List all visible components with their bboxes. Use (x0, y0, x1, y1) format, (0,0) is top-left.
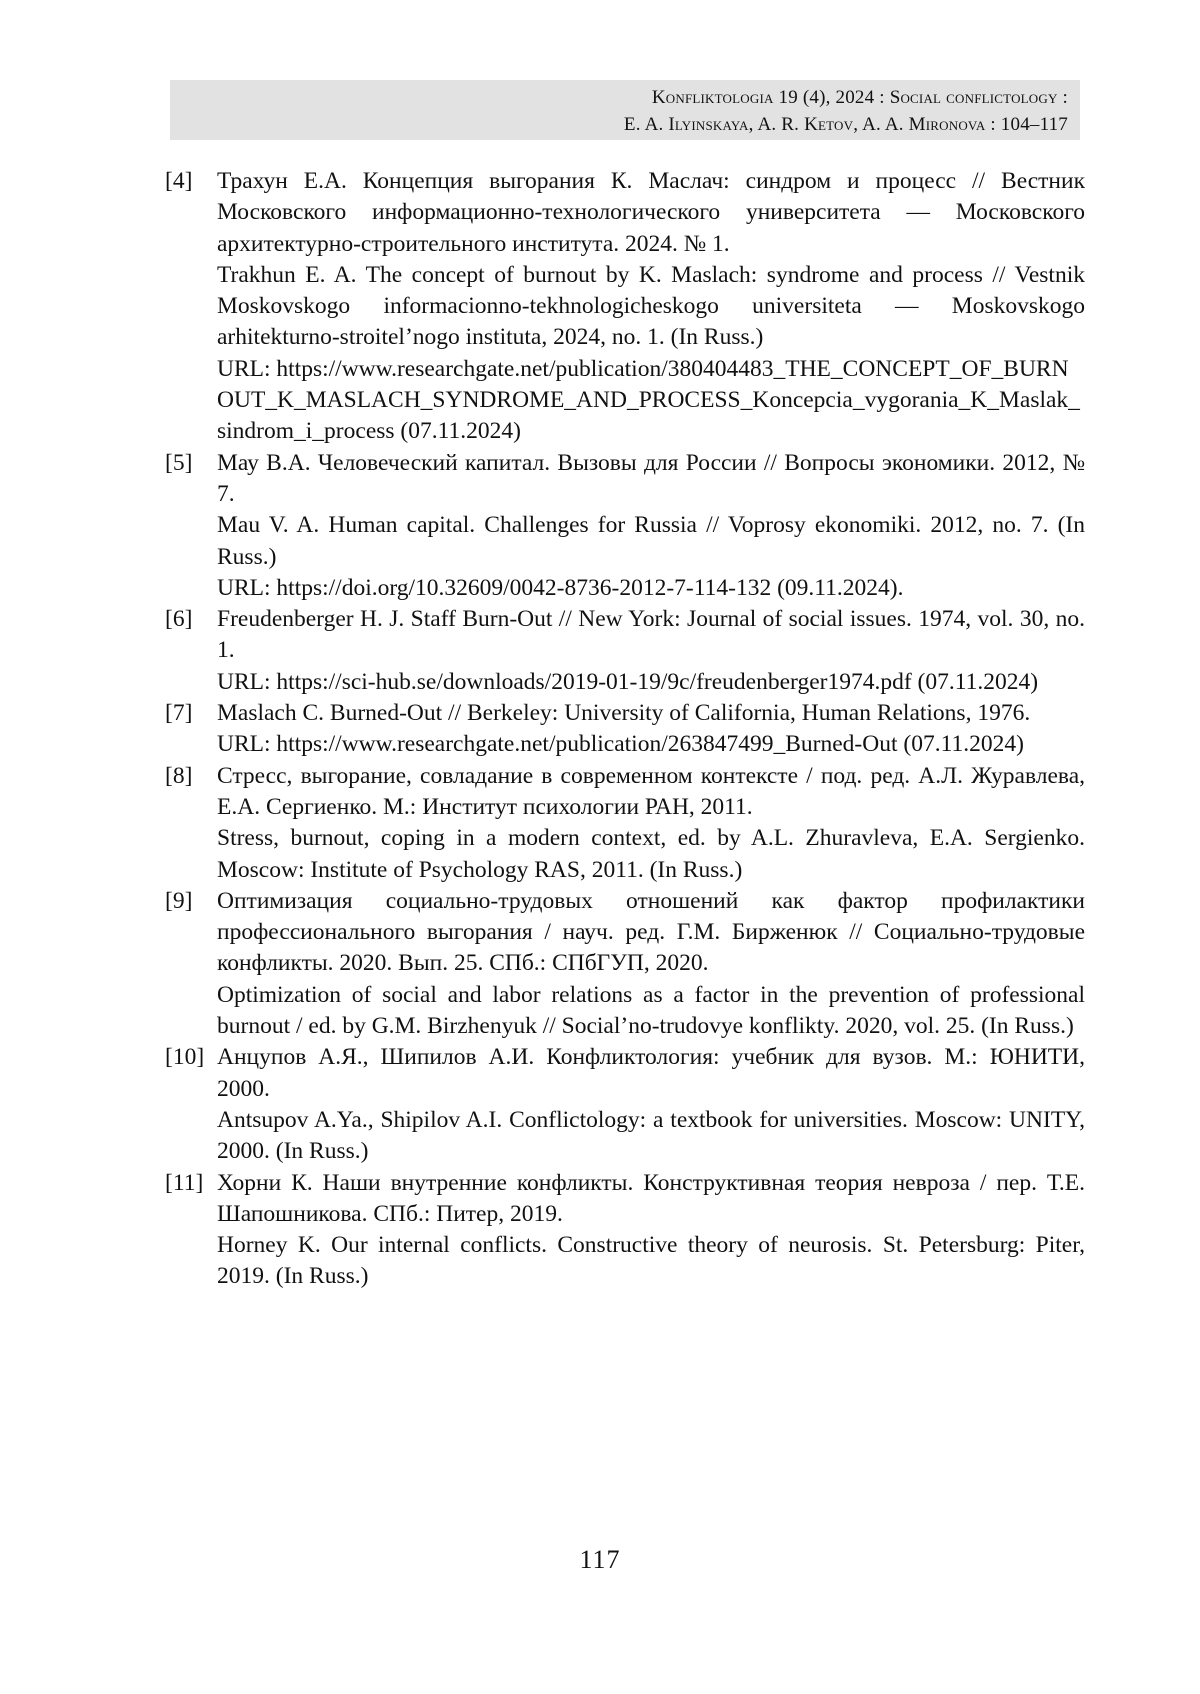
reference-number: [7] (165, 700, 193, 727)
reference-url: URL: https://www.researchgate.net/publication/380404483_THE_CONCEPT_OF_BURNOUT_K_MASLACH_SYNDROME_AND_PROCESS_Koncepcia_vygorania_K_Maslak_sindrom_i_process (07.11.2024) (217, 355, 1080, 445)
reference-item (165, 1042, 1085, 1167)
reference-english: Optimization of social and labor relations as a factor in the prevention of professional burnout / ed. by G.M. Birzhenyuk // Social’no-trudovye konflikty. 2020, vol. 25. (In Russ.) (217, 981, 1085, 1040)
reference-number: [11] (165, 1169, 204, 1196)
reference-number: [10] (165, 1044, 205, 1071)
reference-number: [4] (165, 168, 193, 194)
reference-russian: Мау В.А. Человеческий капитал. Вызовы для России // Вопросы экономики. 2012, № 7. (217, 449, 1085, 507)
reference-url: URL: https://www.researchgate.net/publication/263847499_Burned-Out (07.11.2024) (217, 731, 1024, 758)
reference-russian: Стресс, выгорание, совладание в современном контексте / под. ред. А.Л. Журавлева, Е.А. Сергиенко. М.: Институт психологии РАН, 2011. (217, 762, 1085, 820)
reference-item (165, 604, 1085, 698)
reference-english: Horney K. Our internal conflicts. Constructive theory of neurosis. St. Petersburg: Piter, 2019. (In Russ.) (217, 1232, 1085, 1290)
reference-item (165, 761, 1085, 886)
running-header (170, 80, 1080, 140)
running-header-authors: E. A. Ilyinskaya, A. R. Ketov, A. A. Mironova : 104–117 (623, 114, 1068, 135)
reference-russian: Трахун Е.А. Концепция выгорания К. Маслач: синдром и процесс // Вестник Московского информационно-технологического университета — Московского архитектурно-строительного института. 2024. № 1. (217, 168, 1085, 257)
reference-citation: Freudenberger H. J. Staff Burn-Out // New York: Journal of social issues. 1974, vol. 30, no. 1. (217, 606, 1085, 664)
reference-english: Stress, burnout, coping in a modern context, ed. by A.L. Zhuravleva, E.A. Sergienko. Moscow: Institute of Psychology RAS, 2011. (In Russ.) (217, 825, 1085, 883)
reference-item (165, 448, 1085, 604)
reference-number: [6] (165, 606, 193, 633)
reference-body (217, 1168, 1085, 1293)
reference-item (165, 698, 1085, 761)
reference-url: URL: https://doi.org/10.32609/0042-8736-2012-7-114-132 (09.11.2024). (217, 574, 904, 601)
reference-body (217, 166, 1085, 448)
reference-russian: Оптимизация социально-трудовых отношений как фактор профилактики профессионального выгорания / науч. ред. Г.М. Бирженюк // Социально-трудовые конфликты. 2020. Вып. 25. СПб.: СПбГУП, 2020. (217, 887, 1085, 977)
reference-citation: Maslach C. Burned-Out // Berkeley: University of California, Human Relations, 1976. (217, 700, 1031, 727)
reference-number: [8] (165, 762, 193, 789)
reference-body (217, 448, 1085, 604)
reference-number: [5] (165, 449, 193, 476)
reference-english: Mau V. A. Human capital. Challenges for Russia // Voprosy ekonomiki. 2012, no. 7. (In Russ.) (217, 512, 1085, 570)
reference-number: [9] (165, 887, 193, 914)
reference-item (165, 886, 1085, 1042)
reference-item (165, 1168, 1085, 1293)
running-header-journal: Konfliktologia 19 (4), 2024 : Social conflictology : (651, 87, 1068, 108)
reference-item (165, 166, 1085, 448)
page-number: 117 (579, 1545, 621, 1574)
reference-english: Antsupov A.Ya., Shipilov A.I. Conflictology: a textbook for universities. Moscow: UNITY, 2000. (In Russ.) (217, 1106, 1085, 1165)
reference-body (217, 698, 1085, 761)
reference-english: Trakhun E. A. The concept of burnout by K. Maslach: syndrome and process // Vestnik Moskovskogo informacionno-tekhnologicheskogo universiteta — Moskovskogo arhitekturno-stroitel’nogo instituta, 2024, no. 1. (In Russ.) (217, 261, 1085, 351)
reference-russian: Анцупов А.Я., Шипилов А.И. Конфликтология: учебник для вузов. М.: ЮНИТИ, 2000. (217, 1044, 1085, 1102)
reference-list (165, 166, 1085, 1293)
reference-url: URL: https://sci-hub.se/downloads/2019-01-19/9c/freudenberger1974.pdf (07.11.2024) (217, 668, 1039, 695)
reference-body (217, 761, 1085, 886)
reference-body (217, 886, 1085, 1042)
reference-body (217, 604, 1085, 698)
reference-body (217, 1042, 1085, 1167)
reference-russian: Хорни К. Наши внутренние конфликты. Конструктивная теория невроза / пер. Т.Е. Шапошникова. СПб.: Питер, 2019. (217, 1169, 1085, 1227)
